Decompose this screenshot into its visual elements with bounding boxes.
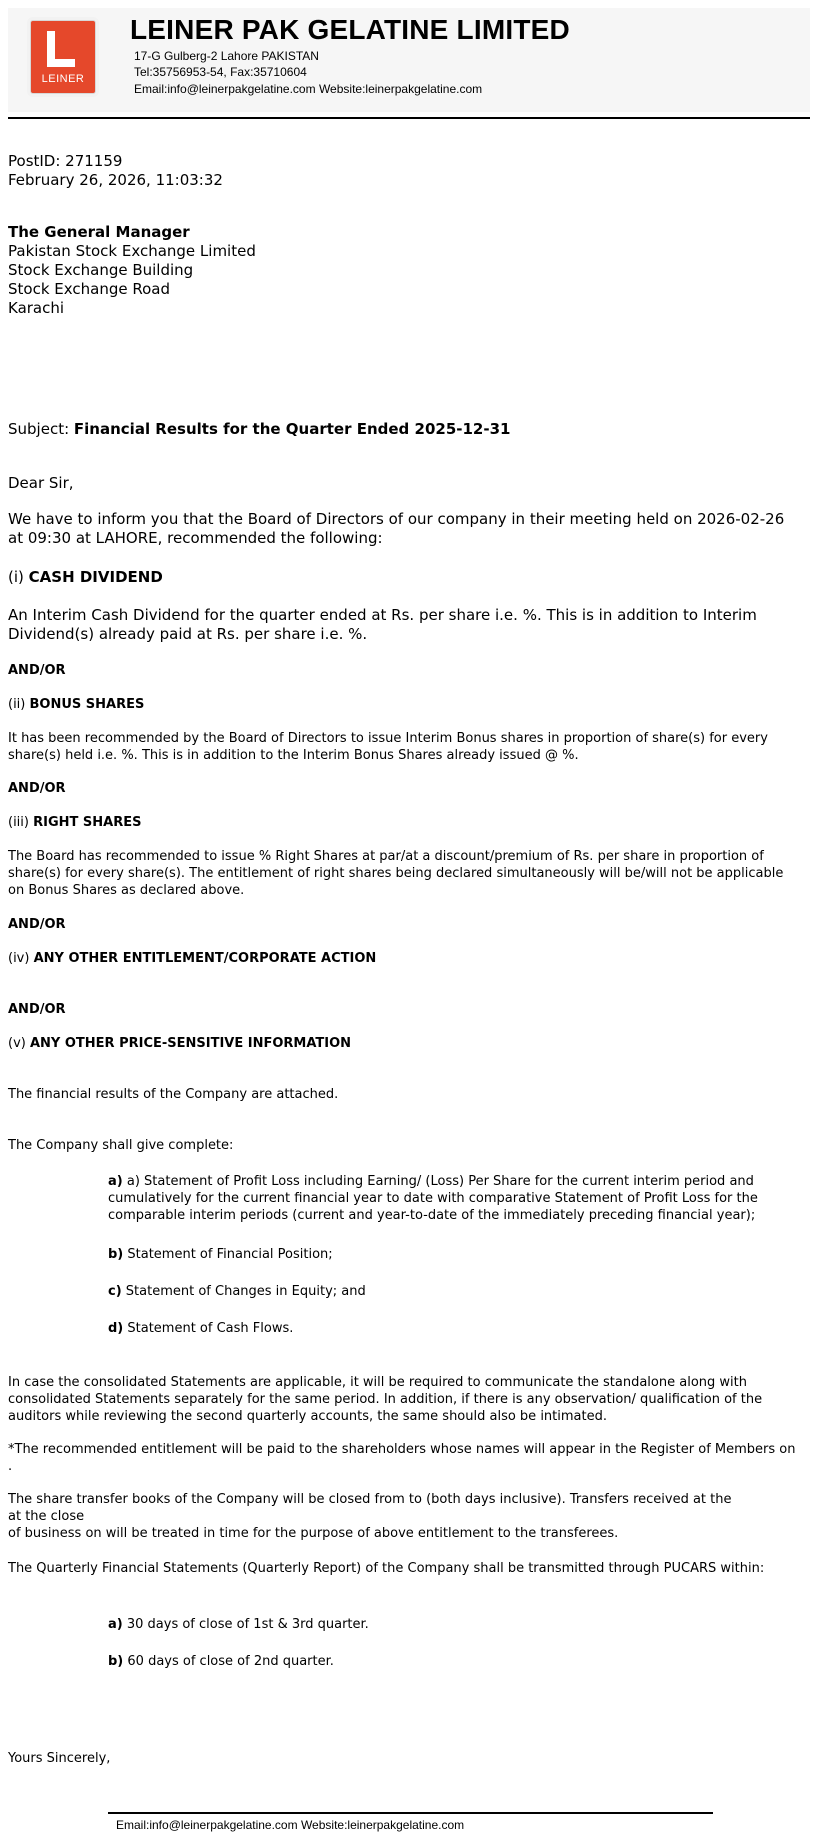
bonus-title: BONUS SHARES bbox=[29, 697, 145, 712]
price-sensitive-num: (v) bbox=[8, 1036, 26, 1051]
other-entitlement-heading bbox=[8, 950, 376, 967]
subject-line bbox=[8, 420, 510, 439]
deadline-item-b bbox=[108, 1653, 334, 1670]
statement-text-a: a) Statement of Profit Loss including Earning/ (Loss) Per Share for the current interim period and cumulatively for the current financial year to date with comparative Statement of Profit Loss for the comparable interim periods (current and year-to-date of the immediately preceding financial year); bbox=[108, 1174, 758, 1223]
and-or-1: AND/OR bbox=[8, 663, 66, 678]
statement-text-d: Statement of Cash Flows. bbox=[127, 1321, 294, 1336]
footer-divider bbox=[108, 1812, 713, 1814]
price-sensitive-heading bbox=[8, 1035, 351, 1052]
right-shares-title: RIGHT SHARES bbox=[33, 815, 142, 830]
statement-item-a bbox=[108, 1173, 798, 1224]
statement-item-c bbox=[108, 1283, 366, 1300]
entitlement-note: *The recommended entitlement will be paid to the shareholders whose names will appear in the Register of Members on . bbox=[8, 1442, 796, 1474]
transfer-books-line-1: The share transfer books of the Company will be closed from to (both days inclusive). Transfers received at the bbox=[8, 1492, 732, 1507]
cash-dividend-num: (i) bbox=[8, 568, 24, 586]
other-entitlement-title: ANY OTHER ENTITLEMENT/CORPORATE ACTION bbox=[33, 951, 377, 966]
right-shares-num: (iii) bbox=[8, 815, 29, 830]
company-logo bbox=[30, 20, 96, 94]
and-or-3: AND/OR bbox=[8, 917, 66, 932]
recipient-line-1: Pakistan Stock Exchange Limited bbox=[8, 242, 256, 260]
bonus-heading bbox=[8, 696, 144, 713]
transfer-books-line-2: at the close bbox=[8, 1509, 85, 1524]
cash-dividend-heading bbox=[8, 568, 163, 587]
statement-item-b bbox=[108, 1246, 333, 1263]
deadline-text-a: 30 days of close of 1st & 3rd quarter. bbox=[126, 1617, 369, 1632]
bonus-num: (ii) bbox=[8, 697, 26, 712]
statement-key-a: a) bbox=[108, 1174, 123, 1189]
cash-dividend-title: CASH DIVIDEND bbox=[28, 568, 163, 586]
logo-l-mark-icon bbox=[47, 31, 75, 67]
and-or-2: AND/OR bbox=[8, 781, 66, 796]
statement-key-c: c) bbox=[108, 1284, 122, 1299]
company-phone-fax: Tel:35756953-54, Fax:35710604 bbox=[134, 65, 307, 79]
header-divider bbox=[8, 117, 810, 119]
company-email-website: Email:info@leinerpakgelatine.com Website:leinerpakgelatine.com bbox=[134, 82, 483, 96]
subject-label: Subject: bbox=[8, 420, 70, 438]
recipient-line-3: Stock Exchange Road bbox=[8, 280, 170, 298]
statement-item-d bbox=[108, 1320, 293, 1337]
pucars-paragraph: The Quarterly Financial Statements (Quarterly Report) of the Company shall be transmitted through PUCARS within: bbox=[8, 1561, 765, 1576]
recipient-title: The General Manager bbox=[8, 223, 190, 241]
right-shares-heading bbox=[8, 814, 141, 831]
closing: Yours Sincerely, bbox=[8, 1751, 111, 1766]
shall-give: The Company shall give complete: bbox=[8, 1138, 234, 1153]
recipient-line-4: Karachi bbox=[8, 299, 65, 317]
cash-dividend-text: An Interim Cash Dividend for the quarter ended at Rs. per share i.e. %. This is in addition to Interim Dividend(s) already paid at Rs. per share i.e. %. bbox=[8, 606, 757, 643]
salutation: Dear Sir, bbox=[8, 474, 74, 492]
and-or-4: AND/OR bbox=[8, 1002, 66, 1017]
statement-key-b: b) bbox=[108, 1247, 124, 1262]
deadline-item-a bbox=[108, 1616, 369, 1633]
logo-text: LEINER bbox=[41, 73, 85, 85]
post-id: PostID: 271159 bbox=[8, 152, 123, 170]
statement-text-c: Statement of Changes in Equity; and bbox=[125, 1284, 366, 1299]
letterhead bbox=[8, 8, 810, 112]
consolidated-paragraph: In case the consolidated Statements are applicable, it will be required to communicate the standalone along with consolidated Statements separately for the same period. In addition, if there is any observation/ qualification of the auditors while reviewing the second quarterly accounts, the same should also be intimated. bbox=[8, 1375, 763, 1424]
statement-text-b: Statement of Financial Position; bbox=[127, 1247, 333, 1262]
transfer-books-line-3: of business on will be treated in time for the purpose of above entitlement to the transferees. bbox=[8, 1526, 619, 1541]
recipient-line-2: Stock Exchange Building bbox=[8, 261, 194, 279]
deadline-text-b: 60 days of close of 2nd quarter. bbox=[127, 1654, 334, 1669]
price-sensitive-title: ANY OTHER PRICE-SENSITIVE INFORMATION bbox=[29, 1036, 352, 1051]
bonus-text: It has been recommended by the Board of Directors to issue Interim Bonus shares in proportion of share(s) for every share(s) held i.e. %. This is in addition to the Interim Bonus Shares already issued @ %. bbox=[8, 731, 768, 763]
subject-text: Financial Results for the Quarter Ended 2025-12-31 bbox=[73, 420, 511, 438]
right-shares-text: The Board has recommended to issue % Right Shares at par/at a discount/premium of Rs. per share in proportion of share(s) for every share(s). The entitlement of right shares being declared simultaneously will be/will not be applicable on Bonus Shares as declared above. bbox=[8, 849, 784, 898]
company-name: LEINER PAK GELATINE LIMITED bbox=[130, 14, 570, 45]
company-address: 17-G Gulberg-2 Lahore PAKISTAN bbox=[134, 49, 319, 63]
results-attached: The financial results of the Company are attached. bbox=[8, 1087, 339, 1102]
footer-email-website: Email:info@leinerpakgelatine.com Website:leinerpakgelatine.com bbox=[116, 1818, 465, 1832]
deadline-key-a: a) bbox=[108, 1617, 123, 1632]
other-entitlement-num: (iv) bbox=[8, 951, 30, 966]
intro-paragraph: We have to inform you that the Board of Directors of our company in their meeting held on 2026-02-26 at 09:30 at LAHORE, recommended the following: bbox=[8, 510, 785, 547]
post-datetime: February 26, 2026, 11:03:32 bbox=[8, 171, 223, 189]
deadline-key-b: b) bbox=[108, 1654, 124, 1669]
statement-key-d: d) bbox=[108, 1321, 124, 1336]
